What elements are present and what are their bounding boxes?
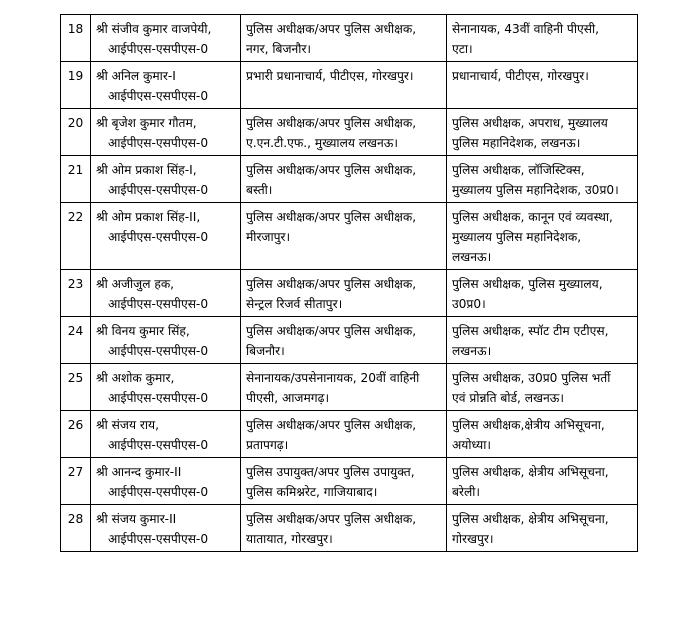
current-posting-line: सेनानायक/उपसेनानायक, 20वीं वाहिनी bbox=[246, 371, 420, 385]
current-posting-cell bbox=[241, 458, 447, 505]
new-posting-cell bbox=[447, 317, 638, 364]
table-row bbox=[61, 505, 638, 552]
new-posting-line: पुलिस अधीक्षक, उ0प्र0 पुलिस भर्ती bbox=[452, 371, 611, 385]
serial-number-cell: 18 bbox=[61, 15, 91, 62]
current-posting-cell bbox=[241, 505, 447, 552]
officer-service: आईपीएस-एसपीएस-0 bbox=[108, 485, 209, 499]
serial-number-cell: 24 bbox=[61, 317, 91, 364]
officer-name: श्री संजीव कुमार वाजपेयी, bbox=[96, 22, 212, 36]
officer-cell bbox=[91, 317, 241, 364]
officer-service: आईपीएस-एसपीएस-0 bbox=[108, 438, 209, 452]
current-posting-cell bbox=[241, 62, 447, 109]
new-posting-line: उ0प्र0। bbox=[452, 297, 486, 311]
new-posting-line: पुलिस अधीक्षक,क्षेत्रीय अभिसूचना, bbox=[452, 418, 605, 432]
current-posting-line: पुलिस उपायुक्त/अपर पुलिस उपायुक्त, bbox=[246, 465, 415, 479]
current-posting-line: बिजनौर। bbox=[246, 344, 285, 358]
table-row bbox=[61, 203, 638, 270]
transfer-table bbox=[60, 14, 638, 552]
new-posting-cell bbox=[447, 364, 638, 411]
officer-name: श्री संजय कुमार-II bbox=[96, 512, 177, 526]
table-row bbox=[61, 458, 638, 505]
current-posting-line: पुलिस अधीक्षक/अपर पुलिस अधीक्षक, bbox=[246, 116, 417, 130]
current-posting-line: पीएसी, आजमगढ़। bbox=[246, 391, 330, 405]
current-posting-line: प्रतापगढ़। bbox=[246, 438, 289, 452]
table-row bbox=[61, 156, 638, 203]
officer-cell bbox=[91, 62, 241, 109]
current-posting-cell bbox=[241, 203, 447, 270]
current-posting-line: मीरजापुर। bbox=[246, 230, 291, 244]
serial-number-cell: 20 bbox=[61, 109, 91, 156]
new-posting-line: एटा। bbox=[452, 42, 473, 56]
current-posting-line: पुलिस अधीक्षक/अपर पुलिस अधीक्षक, bbox=[246, 210, 417, 224]
new-posting-line: मुख्यालय पुलिस महानिदेशक, bbox=[452, 230, 582, 244]
officer-name: श्री विनय कुमार सिंह, bbox=[96, 324, 190, 338]
new-posting-line: प्रधानाचार्य, पीटीएस, गोरखपुर। bbox=[452, 69, 589, 83]
table-row bbox=[61, 411, 638, 458]
current-posting-line: बस्ती। bbox=[246, 183, 273, 197]
new-posting-line: पुलिस अधीक्षक, पुलिस मुख्यालय, bbox=[452, 277, 603, 291]
table-row bbox=[61, 109, 638, 156]
current-posting-cell bbox=[241, 156, 447, 203]
current-posting-line: पुलिस अधीक्षक/अपर पुलिस अधीक्षक, bbox=[246, 277, 417, 291]
new-posting-line: सेनानायक, 43वीं वाहिनी पीएसी, bbox=[452, 22, 600, 36]
current-posting-line: पुलिस अधीक्षक/अपर पुलिस अधीक्षक, bbox=[246, 163, 417, 177]
new-posting-line: पुलिस अधीक्षक, अपराध, मुख्यालय bbox=[452, 116, 608, 130]
serial-number-cell: 25 bbox=[61, 364, 91, 411]
officer-name: श्री अजीजुल हक, bbox=[96, 277, 175, 291]
current-posting-line: पुलिस अधीक्षक/अपर पुलिस अधीक्षक, bbox=[246, 22, 417, 36]
officer-name: श्री संजय राय, bbox=[96, 418, 159, 432]
table-row bbox=[61, 317, 638, 364]
officer-cell bbox=[91, 156, 241, 203]
new-posting-line: अयोध्या। bbox=[452, 438, 491, 452]
current-posting-cell bbox=[241, 270, 447, 317]
officer-name: श्री अशोक कुमार, bbox=[96, 371, 175, 385]
officer-name: श्री अनिल कुमार-I bbox=[96, 69, 176, 83]
new-posting-line: लखनऊ। bbox=[452, 344, 492, 358]
officer-name: श्री ओम प्रकाश सिंह-I, bbox=[96, 163, 197, 177]
current-posting-line: सेन्ट्रल रिजर्व सीतापुर। bbox=[246, 297, 343, 311]
officer-cell bbox=[91, 109, 241, 156]
new-posting-line: पुलिस अधीक्षक, स्पॉट टीम एटीएस, bbox=[452, 324, 609, 338]
table-row bbox=[61, 364, 638, 411]
officer-name: श्री आनन्द कुमार-II bbox=[96, 465, 182, 479]
current-posting-line: यातायात, गोरखपुर। bbox=[246, 532, 333, 546]
current-posting-cell bbox=[241, 15, 447, 62]
officer-service: आईपीएस-एसपीएस-0 bbox=[108, 89, 209, 103]
table-row bbox=[61, 62, 638, 109]
new-posting-line: गोरखपुर। bbox=[452, 532, 494, 546]
new-posting-line: पुलिस अधीक्षक, लॉजिस्टिक्स, bbox=[452, 163, 585, 177]
current-posting-line: पुलिस अधीक्षक/अपर पुलिस अधीक्षक, bbox=[246, 418, 417, 432]
serial-number-cell: 28 bbox=[61, 505, 91, 552]
current-posting-cell bbox=[241, 364, 447, 411]
new-posting-cell bbox=[447, 109, 638, 156]
current-posting-cell bbox=[241, 317, 447, 364]
new-posting-cell bbox=[447, 411, 638, 458]
officer-cell bbox=[91, 203, 241, 270]
new-posting-line: बरेली। bbox=[452, 485, 480, 499]
new-posting-line: पुलिस अधीक्षक, कानून एवं व्यवस्था, bbox=[452, 210, 613, 224]
officer-service: आईपीएस-एसपीएस-0 bbox=[108, 183, 209, 197]
current-posting-line: प्रभारी प्रधानाचार्य, पीटीएस, गोरखपुर। bbox=[246, 69, 414, 83]
new-posting-cell bbox=[447, 203, 638, 270]
serial-number-cell: 23 bbox=[61, 270, 91, 317]
new-posting-cell bbox=[447, 458, 638, 505]
current-posting-cell bbox=[241, 109, 447, 156]
officer-name: श्री ओम प्रकाश सिंह-II, bbox=[96, 210, 201, 224]
new-posting-cell bbox=[447, 15, 638, 62]
officer-service: आईपीएस-एसपीएस-0 bbox=[108, 344, 209, 358]
officer-name: श्री बृजेश कुमार गौतम, bbox=[96, 116, 197, 130]
officer-service: आईपीएस-एसपीएस-0 bbox=[108, 136, 209, 150]
current-posting-line: पुलिस अधीक्षक/अपर पुलिस अधीक्षक, bbox=[246, 324, 417, 338]
serial-number-cell: 22 bbox=[61, 203, 91, 270]
current-posting-line: पुलिस कमिश्नरेट, गाजियाबाद। bbox=[246, 485, 378, 499]
officer-service: आईपीएस-एसपीएस-0 bbox=[108, 230, 209, 244]
officer-cell bbox=[91, 505, 241, 552]
serial-number-cell: 26 bbox=[61, 411, 91, 458]
officer-cell bbox=[91, 411, 241, 458]
officer-cell bbox=[91, 364, 241, 411]
new-posting-line: एवं प्रोन्नति बोर्ड, लखनऊ। bbox=[452, 391, 564, 405]
officer-service: आईपीएस-एसपीएस-0 bbox=[108, 42, 209, 56]
new-posting-line: पुलिस अधीक्षक, क्षेत्रीय अभिसूचना, bbox=[452, 512, 609, 526]
table-row bbox=[61, 270, 638, 317]
officer-cell bbox=[91, 15, 241, 62]
officer-service: आईपीएस-एसपीएस-0 bbox=[108, 297, 209, 311]
current-posting-line: पुलिस अधीक्षक/अपर पुलिस अधीक्षक, bbox=[246, 512, 417, 526]
serial-number-cell: 19 bbox=[61, 62, 91, 109]
officer-service: आईपीएस-एसपीएस-0 bbox=[108, 391, 209, 405]
new-posting-cell bbox=[447, 505, 638, 552]
new-posting-line: लखनऊ। bbox=[452, 250, 492, 264]
table-row bbox=[61, 15, 638, 62]
new-posting-cell bbox=[447, 270, 638, 317]
current-posting-line: नगर, बिजनौर। bbox=[246, 42, 312, 56]
current-posting-line: ए.एन.टी.एफ., मुख्यालय लखनऊ। bbox=[246, 136, 398, 150]
table-body bbox=[61, 15, 638, 552]
new-posting-line: पुलिस महानिदेशक, लखनऊ। bbox=[452, 136, 581, 150]
serial-number-cell: 27 bbox=[61, 458, 91, 505]
new-posting-line: पुलिस अधीक्षक, क्षेत्रीय अभिसूचना, bbox=[452, 465, 609, 479]
current-posting-cell bbox=[241, 411, 447, 458]
serial-number-cell: 21 bbox=[61, 156, 91, 203]
officer-service: आईपीएस-एसपीएस-0 bbox=[108, 532, 209, 546]
officer-cell bbox=[91, 270, 241, 317]
officer-cell bbox=[91, 458, 241, 505]
new-posting-cell bbox=[447, 62, 638, 109]
new-posting-line: मुख्यालय पुलिस महानिदेशक, उ0प्र0। bbox=[452, 183, 619, 197]
new-posting-cell bbox=[447, 156, 638, 203]
